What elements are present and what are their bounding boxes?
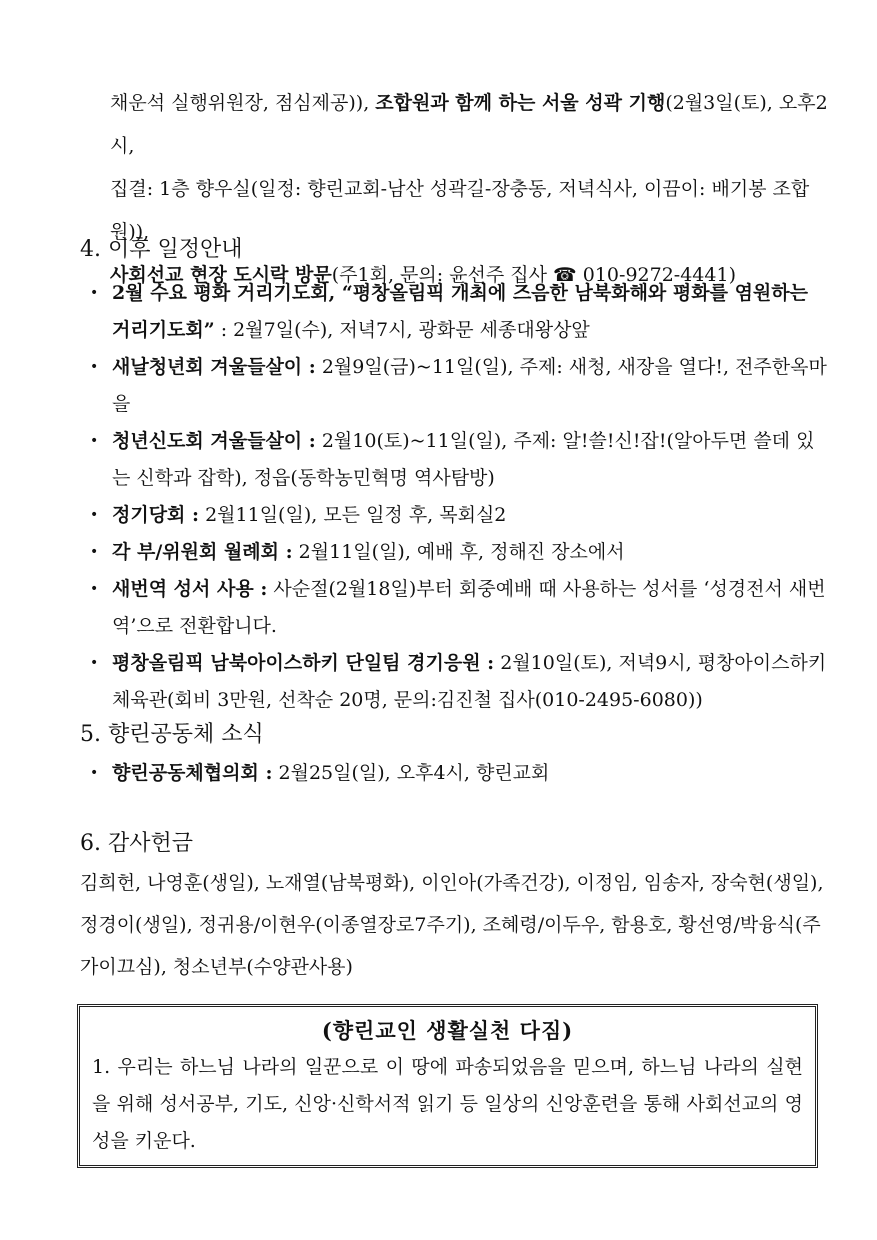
pledge-box: [77, 1004, 818, 1168]
bullet-icon: •: [90, 359, 99, 375]
bullet-icon: •: [90, 507, 99, 523]
item-detail: 2월9일(금)~11일(일), 주제: 새청, 새장을 열다!, 전주한옥마을: [112, 356, 827, 415]
item-detail: 2월11일(일), 모든 일정 후, 목회실2: [199, 504, 507, 526]
item-detail: 2월10(토)~11일(일), 주제: 알!쓸!신!잡!(알아두면 쓸데 있는 신학과 잡학), 정읍(동학농민혁명 역사탐방): [112, 430, 815, 489]
section-4-heading: 4. 이후 일정안내: [80, 237, 243, 262]
community-news-list: [90, 755, 830, 792]
item-title: 향린공동체협의회 :: [112, 762, 273, 784]
section-6-heading: 6. 감사헌금: [80, 831, 193, 856]
bullet-icon: •: [90, 655, 99, 671]
seoul-fortress-tour-title: 조합원과 함께 하는 서울 성곽 기행: [375, 92, 666, 114]
bullet-icon: •: [90, 544, 99, 560]
item-detail: : 2월7일(수), 저녁7시, 광화문 세종대왕상앞: [214, 319, 590, 341]
list-item: [90, 275, 830, 349]
pledge-title: (향린교인 생활실천 다짐): [321, 1018, 574, 1043]
item-title: 새날청년회 겨울들살이 :: [112, 356, 316, 378]
bullet-icon: •: [90, 765, 99, 781]
bullet-icon: •: [90, 285, 99, 301]
thanks-offering-text: 김희헌, 나영훈(생일), 노재열(남북평화), 이인아(가족건강), 이정임, 임송자, 장숙현(생일), 정경이(생일), 정귀용/이현우(이종열장로7주기), 조혜령/이두우, 함용호, 황선영/박융식(주가이끄심), 청소년부(수양관사용): [80, 872, 824, 978]
pledge-text: 1. 우리는 하느님 나라의 일꾼으로 이 땅에 파송되었음을 믿으며, 하느님 나라의 실현을 위해 성서공부, 기도, 신앙·신학서적 읽기 등 일상의 신앙훈련을 통해 사회선교의 영성을 키운다.: [92, 1056, 803, 1152]
bullet-icon: •: [90, 433, 99, 449]
item-title: 청년신도회 겨울들살이 :: [112, 430, 316, 452]
continued-line-1-c: (2월3일(토), 오후2시,: [110, 92, 828, 157]
list-item: [90, 534, 830, 571]
continued-line-3-c: 010-9272-4441): [576, 264, 736, 286]
item-detail: 2월11일(일), 예배 후, 정해진 장소에서: [292, 541, 625, 563]
list-item: [90, 755, 830, 792]
schedule-list: [90, 275, 830, 719]
continued-line-2: 집결: 1층 향우실(일정: 향린교회-남산 성곽길-장충동, 저녁식사, 이끔이: 배기봉 조합원)),: [110, 178, 810, 243]
item-title: 각 부/위원회 월례회 :: [112, 541, 293, 563]
item-title: 정기당회 :: [112, 504, 200, 526]
item-title: 2월 수요 평화 거리기도회, “평창올림픽 개최에 즈음한 남북화해와 평화를 염원하는 거리기도회”: [112, 282, 808, 341]
list-item: [90, 571, 830, 645]
list-item: [90, 497, 830, 534]
item-detail: 사순절(2월18일)부터 회중예배 때 사용하는 성서를 ‘성경전서 새번역’으로 전환합니다.: [112, 578, 826, 637]
item-title: 평창올림픽 남북아이스하키 단일팀 경기응원 :: [112, 652, 495, 674]
continued-line-1-a: 채운석 실행위원장, 점심제공)),: [110, 92, 376, 114]
phone-icon: ☎: [553, 264, 577, 286]
continued-line-3-b: (주1회, 문의: 윤선주 집사: [331, 264, 554, 286]
item-detail: 2월25일(일), 오후4시, 향린교회: [272, 762, 550, 784]
list-item: [90, 349, 830, 423]
item-detail: 2월10일(토), 저녁9시, 평창아이스하키 체육관(회비 3만원, 선착순 20명, 문의:김진철 집사(010-2495-6080)): [112, 652, 827, 711]
bullet-icon: •: [90, 581, 99, 597]
lunchbox-visit-title: 사회선교 현장 도시락 방문: [110, 264, 332, 286]
continued-text: [110, 82, 830, 297]
list-item: [90, 645, 830, 719]
list-item: [90, 423, 830, 497]
item-title: 새번역 성서 사용 :: [112, 578, 268, 600]
section-5-heading: 5. 향린공동체 소식: [80, 722, 264, 747]
continued-line-1: [110, 82, 830, 168]
